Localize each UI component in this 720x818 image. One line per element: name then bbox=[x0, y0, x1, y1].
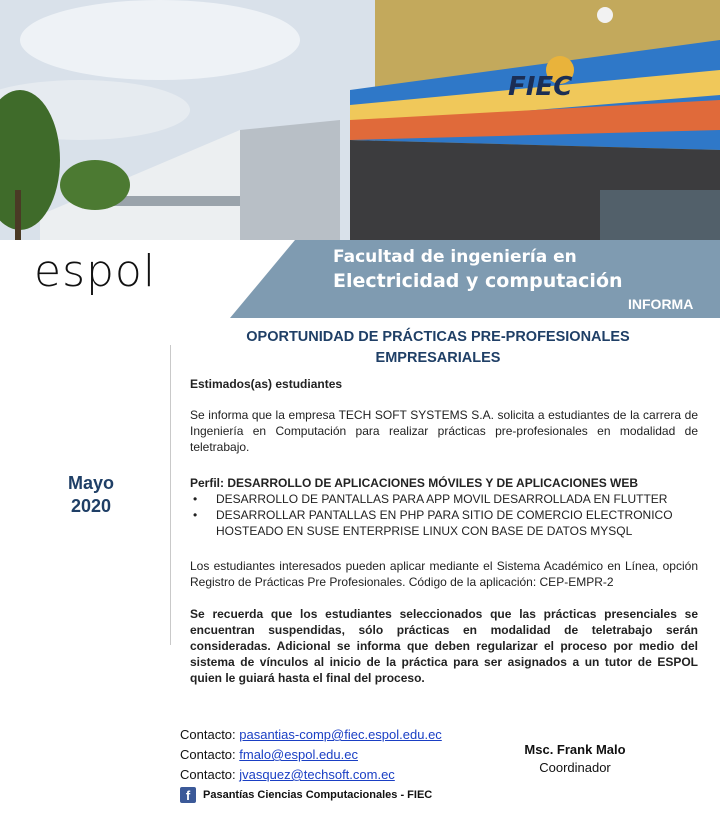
date-month: Mayo bbox=[67, 473, 114, 493]
faculty-line1: Facultad de ingeniería en bbox=[333, 247, 577, 267]
intro-paragraph: Se informa que la empresa TECH SOFT SYSTEMS S.A. solicita a estudiantes de la carrera de Ingeniería en Computación para realizar prácticas pre-profesionales en modalidad de teletrabajo. bbox=[190, 408, 698, 454]
contact-label: Contacto: bbox=[180, 727, 240, 742]
date-block bbox=[44, 472, 138, 518]
notice-paragraph: Se recuerda que los estudiantes seleccionados que las prácticas presenciales se encuentran suspendidas, sólo prácticas en modalidad de teletrabajo serán consideradas. Adicional se informa que deben regularizar el proceso por medio del sistema de vínculos al inicio de la práctica para ser asignados a un tutor de ESPOL quien le guiará hasta el final del proceso. bbox=[190, 607, 698, 685]
divider bbox=[170, 345, 171, 645]
title-line2: EMPRESARIALES bbox=[375, 350, 501, 366]
facebook-icon: f bbox=[180, 787, 196, 803]
page-title bbox=[178, 327, 698, 369]
contact-label: Contacto: bbox=[180, 747, 240, 762]
signature-role: Coordinador bbox=[539, 760, 611, 775]
title-line1: OPORTUNIDAD DE PRÁCTICAS PRE-PROFESIONALES bbox=[246, 329, 630, 345]
email-link[interactable]: jvasquez@techsoft.com.ec bbox=[239, 767, 395, 782]
espol-logo: espol bbox=[34, 246, 157, 297]
perfil-heading: Perfil: DESARROLLO DE APLICACIONES MÓVILES Y DE APLICACIONES WEB bbox=[190, 476, 639, 490]
date-year: 2020 bbox=[70, 496, 112, 516]
contact-row bbox=[180, 725, 442, 745]
faculty-line2: Electricidad y computación bbox=[333, 270, 623, 292]
contact-label: Contacto: bbox=[180, 767, 240, 782]
greeting: Estimados(as) estudiantes bbox=[190, 377, 343, 391]
facebook-label: Pasantías Ciencias Computacionales - FIEC bbox=[203, 789, 433, 801]
contact-row bbox=[180, 765, 442, 785]
signature-name: Msc. Frank Malo bbox=[524, 742, 626, 757]
list-item: • DESARROLLO DE PANTALLAS PARA APP MOVIL DESARROLLADA EN FLUTTER bbox=[190, 491, 698, 507]
apply-paragraph: Los estudiantes interesados pueden aplicar mediante el Sistema Académico en Línea, opción Registro de Prácticas Pre Profesionales. Código de la aplicación: CEP-EMPR-2 bbox=[190, 559, 698, 589]
informa-label: INFORMA bbox=[628, 296, 694, 312]
email-link[interactable]: pasantias-comp@fiec.espol.edu.ec bbox=[239, 727, 442, 742]
perfil-section bbox=[190, 475, 698, 539]
building-illustration bbox=[0, 0, 720, 240]
signature-block bbox=[505, 741, 645, 777]
perfil-list bbox=[190, 491, 698, 539]
list-item: • DESARROLLAR PANTALLAS EN PHP PARA SITIO DE COMERCIO ELECTRONICO HOSTEADO EN SUSE ENTERPRISE LINUX CON BASE DE DATOS MYSQL bbox=[190, 507, 698, 539]
contact-row bbox=[180, 745, 442, 765]
facebook-page[interactable] bbox=[180, 787, 432, 803]
fiec-sign: FIEC bbox=[508, 72, 573, 102]
header-photo bbox=[0, 0, 720, 240]
email-link[interactable]: fmalo@espol.edu.ec bbox=[239, 747, 358, 762]
contacts-block bbox=[180, 725, 442, 785]
